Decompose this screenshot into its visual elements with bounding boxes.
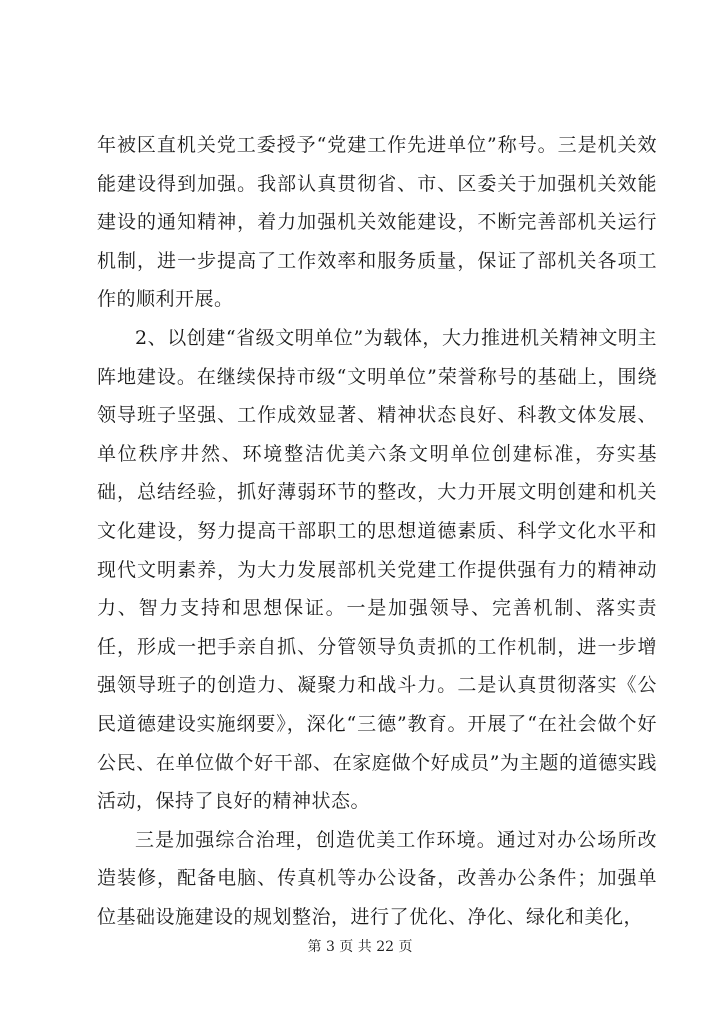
paragraph-3: 三是加强综合治理，创造优美工作环境。通过对办公场所改造装修，配备电脑、传真机等办公设备，改善办公条件；加强单位基础设施建设的规划整治，进行了优化、净化、绿化和美化， [97, 828, 657, 928]
page-number-label: 第 3 页 共 22 页 [307, 939, 413, 955]
page-footer [0, 936, 720, 956]
paragraph-1: 年被区直机关党工委授予“党建工作先进单位”称号。三是机关效能建设得到加强。我部认真贯彻省、市、区委关于加强机关效能建设的通知精神，着力加强机关效能建设，不断完善部机关运行机制，进一步提高了工作效率和服务质量，保证了部机关各项工作的顺利开展。 [97, 134, 657, 311]
document-body [97, 126, 657, 936]
paragraph-2: 2、以创建“省级文明单位”为载体，大力推进机关精神文明主阵地建设。在继续保持市级“文明单位”荣誉称号的基础上，围绕领导班子坚强、工作成效显著、精神状态良好、科教文体发展、单位秩序井然、环境整洁优美六条文明单位创建标准，夯实基础，总结经验，抓好薄弱环节的整改，大力开展文明创建和机关文化建设，努力提高干部职工的思想道德素质、科学文化水平和现代文明素养，为大力发展部机关党建工作提供强有力的精神动力、智力支持和思想保证。一是加强领导、完善机制、落实责任，形成一把手亲自抓、分管领导负责抓的工作机制，进一步增强领导班子的创造力、凝聚力和战斗力。二是认真贯彻落实《公民道德建设实施纲要》，深化“三德”教育。开展了“在社会做个好公民、在单位做个好干部、在家庭做个好成员”为主题的道德实践活动，保持了良好的精神状态。 [97, 326, 657, 813]
